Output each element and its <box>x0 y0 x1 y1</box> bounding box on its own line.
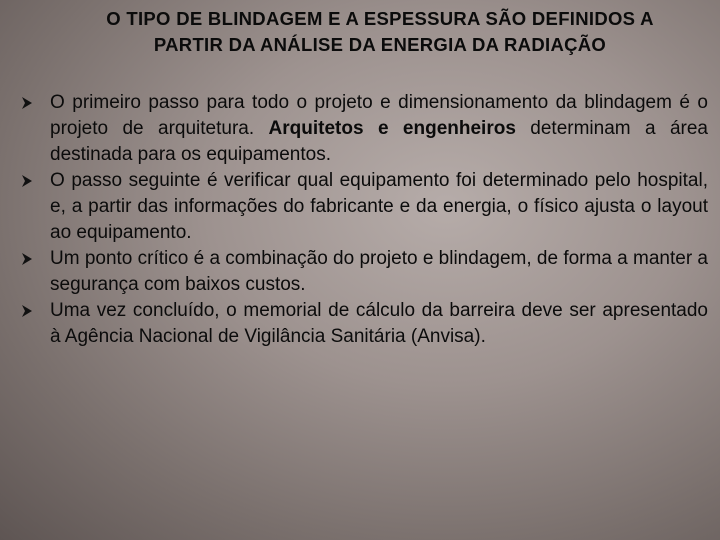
bullet-1-text-start: O primeiro passo para todo o projeto e dimensionamento da blindagem é o projeto de arquitetura. <box>50 92 708 139</box>
bullet-2-text: O passo seguinte é verificar qual equipamento foi determinado pelo hospital, e, a partir das informações do fabricante e da energia, o físico ajusta o layout ao equipamento. <box>50 170 708 243</box>
bullet-3-text: Um ponto crítico é a combinação do projeto e blindagem, de forma a manter a segurança com baixos custos. <box>50 248 708 295</box>
bullet-1-text-bold: Arquitetos e engenheiros <box>268 118 516 139</box>
bullet-item-1 <box>20 90 708 168</box>
bullet-list <box>20 90 708 350</box>
bullet-1-text-end: determinam a área destinada para os equipamentos. <box>50 118 708 165</box>
bullet-item-2 <box>20 168 708 246</box>
arrowhead-bullet-icon <box>20 174 34 188</box>
slide-title: O TIPO DE BLINDAGEM E A ESPESSURA SÃO DEFINIDOS A PARTIR DA ANÁLISE DA ENERGIA DA RADIAÇÃO <box>106 8 654 55</box>
arrowhead-bullet-icon <box>20 252 34 266</box>
bullet-item-3 <box>20 246 708 298</box>
bullet-4-text: Uma vez concluído, o memorial de cálculo da barreira deve ser apresentado à Agência Nacional de Vigilância Sanitária (Anvisa). <box>50 300 708 347</box>
arrowhead-bullet-icon <box>20 304 34 318</box>
bullet-item-4 <box>20 298 708 350</box>
arrowhead-bullet-icon <box>20 96 34 110</box>
